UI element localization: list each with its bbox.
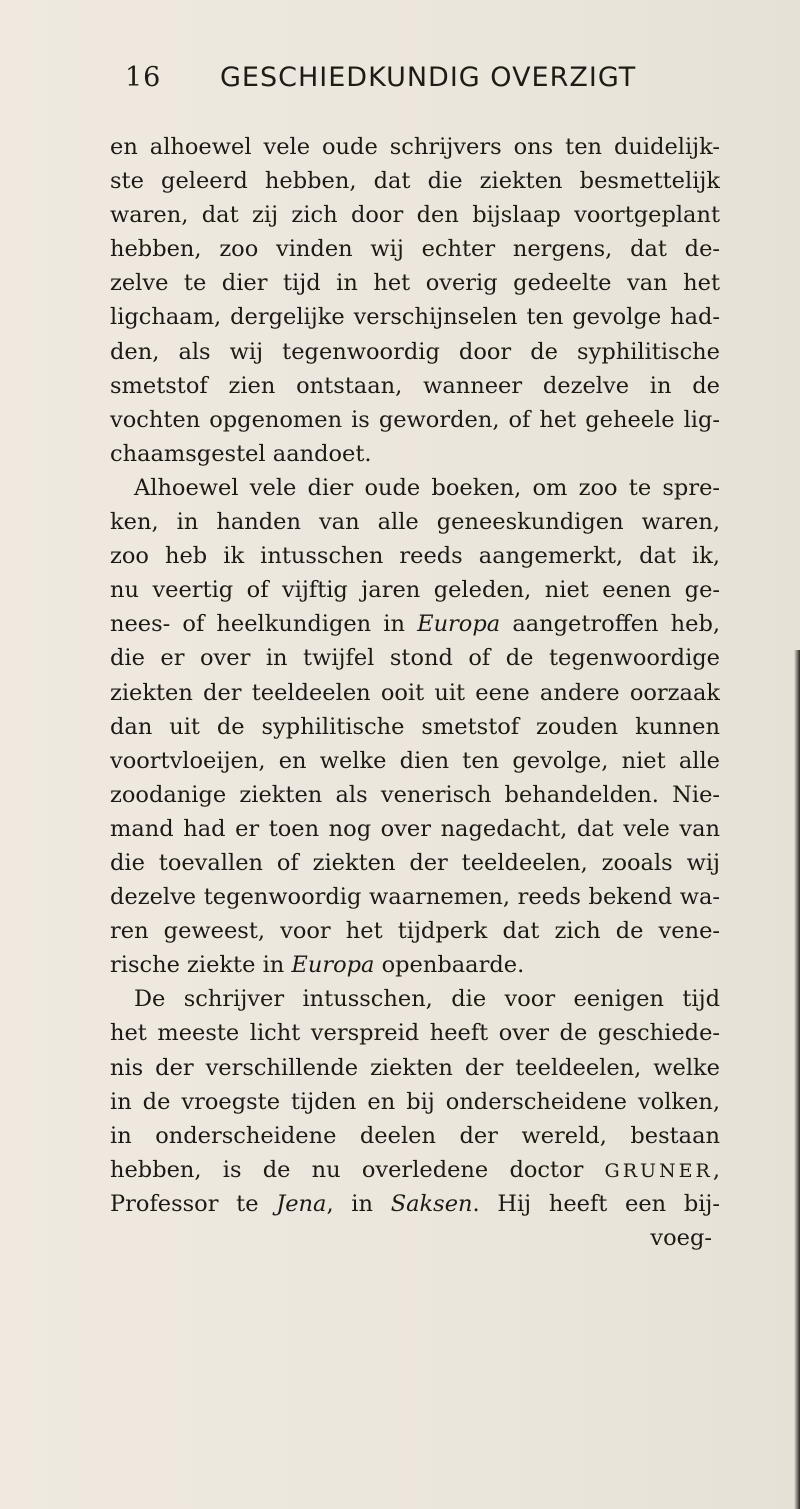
text-segment: waren, dat zij zich door den bijslaap voortgeplant xyxy=(110,202,720,229)
text-line xyxy=(110,335,720,369)
text-segment: zelve te dier tijd in het overig gedeelte van het xyxy=(110,270,720,297)
page-number: 16 xyxy=(125,62,162,93)
text-segment: den, als wij tegenwoordig door de syphilitische xyxy=(110,338,720,365)
text-segment: nees- of heelkundigen in xyxy=(110,611,418,638)
text-line xyxy=(110,1119,720,1153)
text-segment: Alhoewel vele dier oude boeken, om zoo te spre- xyxy=(134,474,720,501)
text-line xyxy=(110,369,720,403)
running-head: GESCHIEDKUNDIG OVERZIGT xyxy=(220,62,637,93)
text-segment: voeg- xyxy=(650,1225,712,1251)
text-line xyxy=(110,1085,720,1119)
text-segment: rische ziekte in xyxy=(110,952,292,979)
text-segment: aangetroffen heb, xyxy=(500,611,720,638)
text-line xyxy=(110,914,720,948)
text-segment: nu veertig of vijftig jaren geleden, niet eenen ge- xyxy=(110,577,720,604)
text-line xyxy=(110,573,720,607)
italic-text: Europa xyxy=(291,952,375,979)
text-segment: die toevallen of ziekten der teeldeelen, zooals wij xyxy=(110,849,720,876)
text-segment: , xyxy=(712,1156,720,1183)
text-segment: die er over in twijfel stond of de tegenwoordige xyxy=(110,645,720,672)
text-line xyxy=(110,846,720,880)
italic-text: Europa xyxy=(417,611,501,638)
text-segment: smetstof zien ontstaan, wanneer dezelve in de xyxy=(110,372,720,399)
page-header xyxy=(125,62,670,106)
text-line xyxy=(110,266,720,300)
text-line xyxy=(110,1153,720,1187)
text-segment: ziekten der teeldeelen ooit uit eene andere oorzaak xyxy=(110,679,720,706)
text-line xyxy=(110,641,720,675)
text-line xyxy=(110,607,720,641)
text-segment: en alhoewel vele oude schrijvers ons ten duidelijk- xyxy=(110,134,720,160)
text-segment: ligchaam, dergelijke verschijnselen ten gevolge had- xyxy=(110,304,720,331)
text-line xyxy=(110,437,720,471)
text-segment: zoo heb ik intusschen reeds aangemerkt, dat ik, xyxy=(110,543,720,570)
text-line xyxy=(110,948,720,982)
text-line xyxy=(110,471,720,505)
text-segment: hebben, is de nu overledene doctor xyxy=(110,1156,605,1183)
text-line xyxy=(110,778,720,812)
text-line xyxy=(110,1221,720,1255)
text-line xyxy=(110,300,720,334)
text-line xyxy=(110,1187,720,1221)
italic-text: Saksen xyxy=(390,1190,473,1217)
text-segment: voortvloeijen, en welke dien ten gevolge, niet alle xyxy=(110,747,720,774)
text-segment: het meeste licht verspreid heeft over de geschiede- xyxy=(110,1020,720,1047)
text-line xyxy=(110,1051,720,1085)
text-segment: chaamsgestel aandoet. xyxy=(110,440,372,467)
text-segment: De schrijver intusschen, die voor eenigen tijd xyxy=(134,986,720,1013)
small-caps-name: GRUNER xyxy=(604,1159,713,1182)
text-segment: ste geleerd hebben, dat die ziekten besmettelijk xyxy=(110,168,720,195)
text-segment: vochten opgenomen is geworden, of het geheele lig- xyxy=(110,406,720,433)
text-segment: , in xyxy=(326,1190,391,1217)
text-line xyxy=(110,676,720,710)
text-segment: openbaarde. xyxy=(374,952,525,979)
text-line xyxy=(110,403,720,437)
text-segment: in onderscheidene deelen der wereld, bestaan xyxy=(110,1122,720,1149)
page-edge-shadow xyxy=(794,650,800,1509)
italic-text: Jena xyxy=(276,1190,327,1217)
text-segment: . Hij heeft een bij- xyxy=(472,1190,720,1217)
text-line xyxy=(110,130,720,164)
text-line xyxy=(110,880,720,914)
text-segment: Professor te xyxy=(110,1190,277,1217)
body-text xyxy=(110,130,720,1255)
text-line xyxy=(110,164,720,198)
text-line xyxy=(110,744,720,778)
text-segment: nis der verschillende ziekten der teeldeelen, welke xyxy=(110,1054,720,1081)
text-line xyxy=(110,812,720,846)
text-segment: in de vroegste tijden en bij onderscheidene volken, xyxy=(110,1088,720,1115)
text-line xyxy=(110,982,720,1016)
text-line xyxy=(110,539,720,573)
text-line xyxy=(110,232,720,266)
text-segment: ren geweest, voor het tijdperk dat zich de vene- xyxy=(110,918,720,945)
text-segment: hebben, zoo vinden wij echter nergens, dat de- xyxy=(110,236,720,263)
text-line xyxy=(110,505,720,539)
text-line xyxy=(110,710,720,744)
text-segment: dezelve tegenwoordig waarnemen, reeds bekend wa- xyxy=(110,884,720,911)
text-segment: zoodanige ziekten als venerisch behandelden. Nie- xyxy=(110,781,720,808)
text-segment: ken, in handen van alle geneeskundigen waren, xyxy=(110,509,720,536)
text-line xyxy=(110,198,720,232)
text-line xyxy=(110,1016,720,1050)
text-segment: mand had er toen nog over nagedacht, dat vele van xyxy=(110,815,720,842)
text-segment: dan uit de syphilitische smetstof zouden kunnen xyxy=(110,713,720,740)
